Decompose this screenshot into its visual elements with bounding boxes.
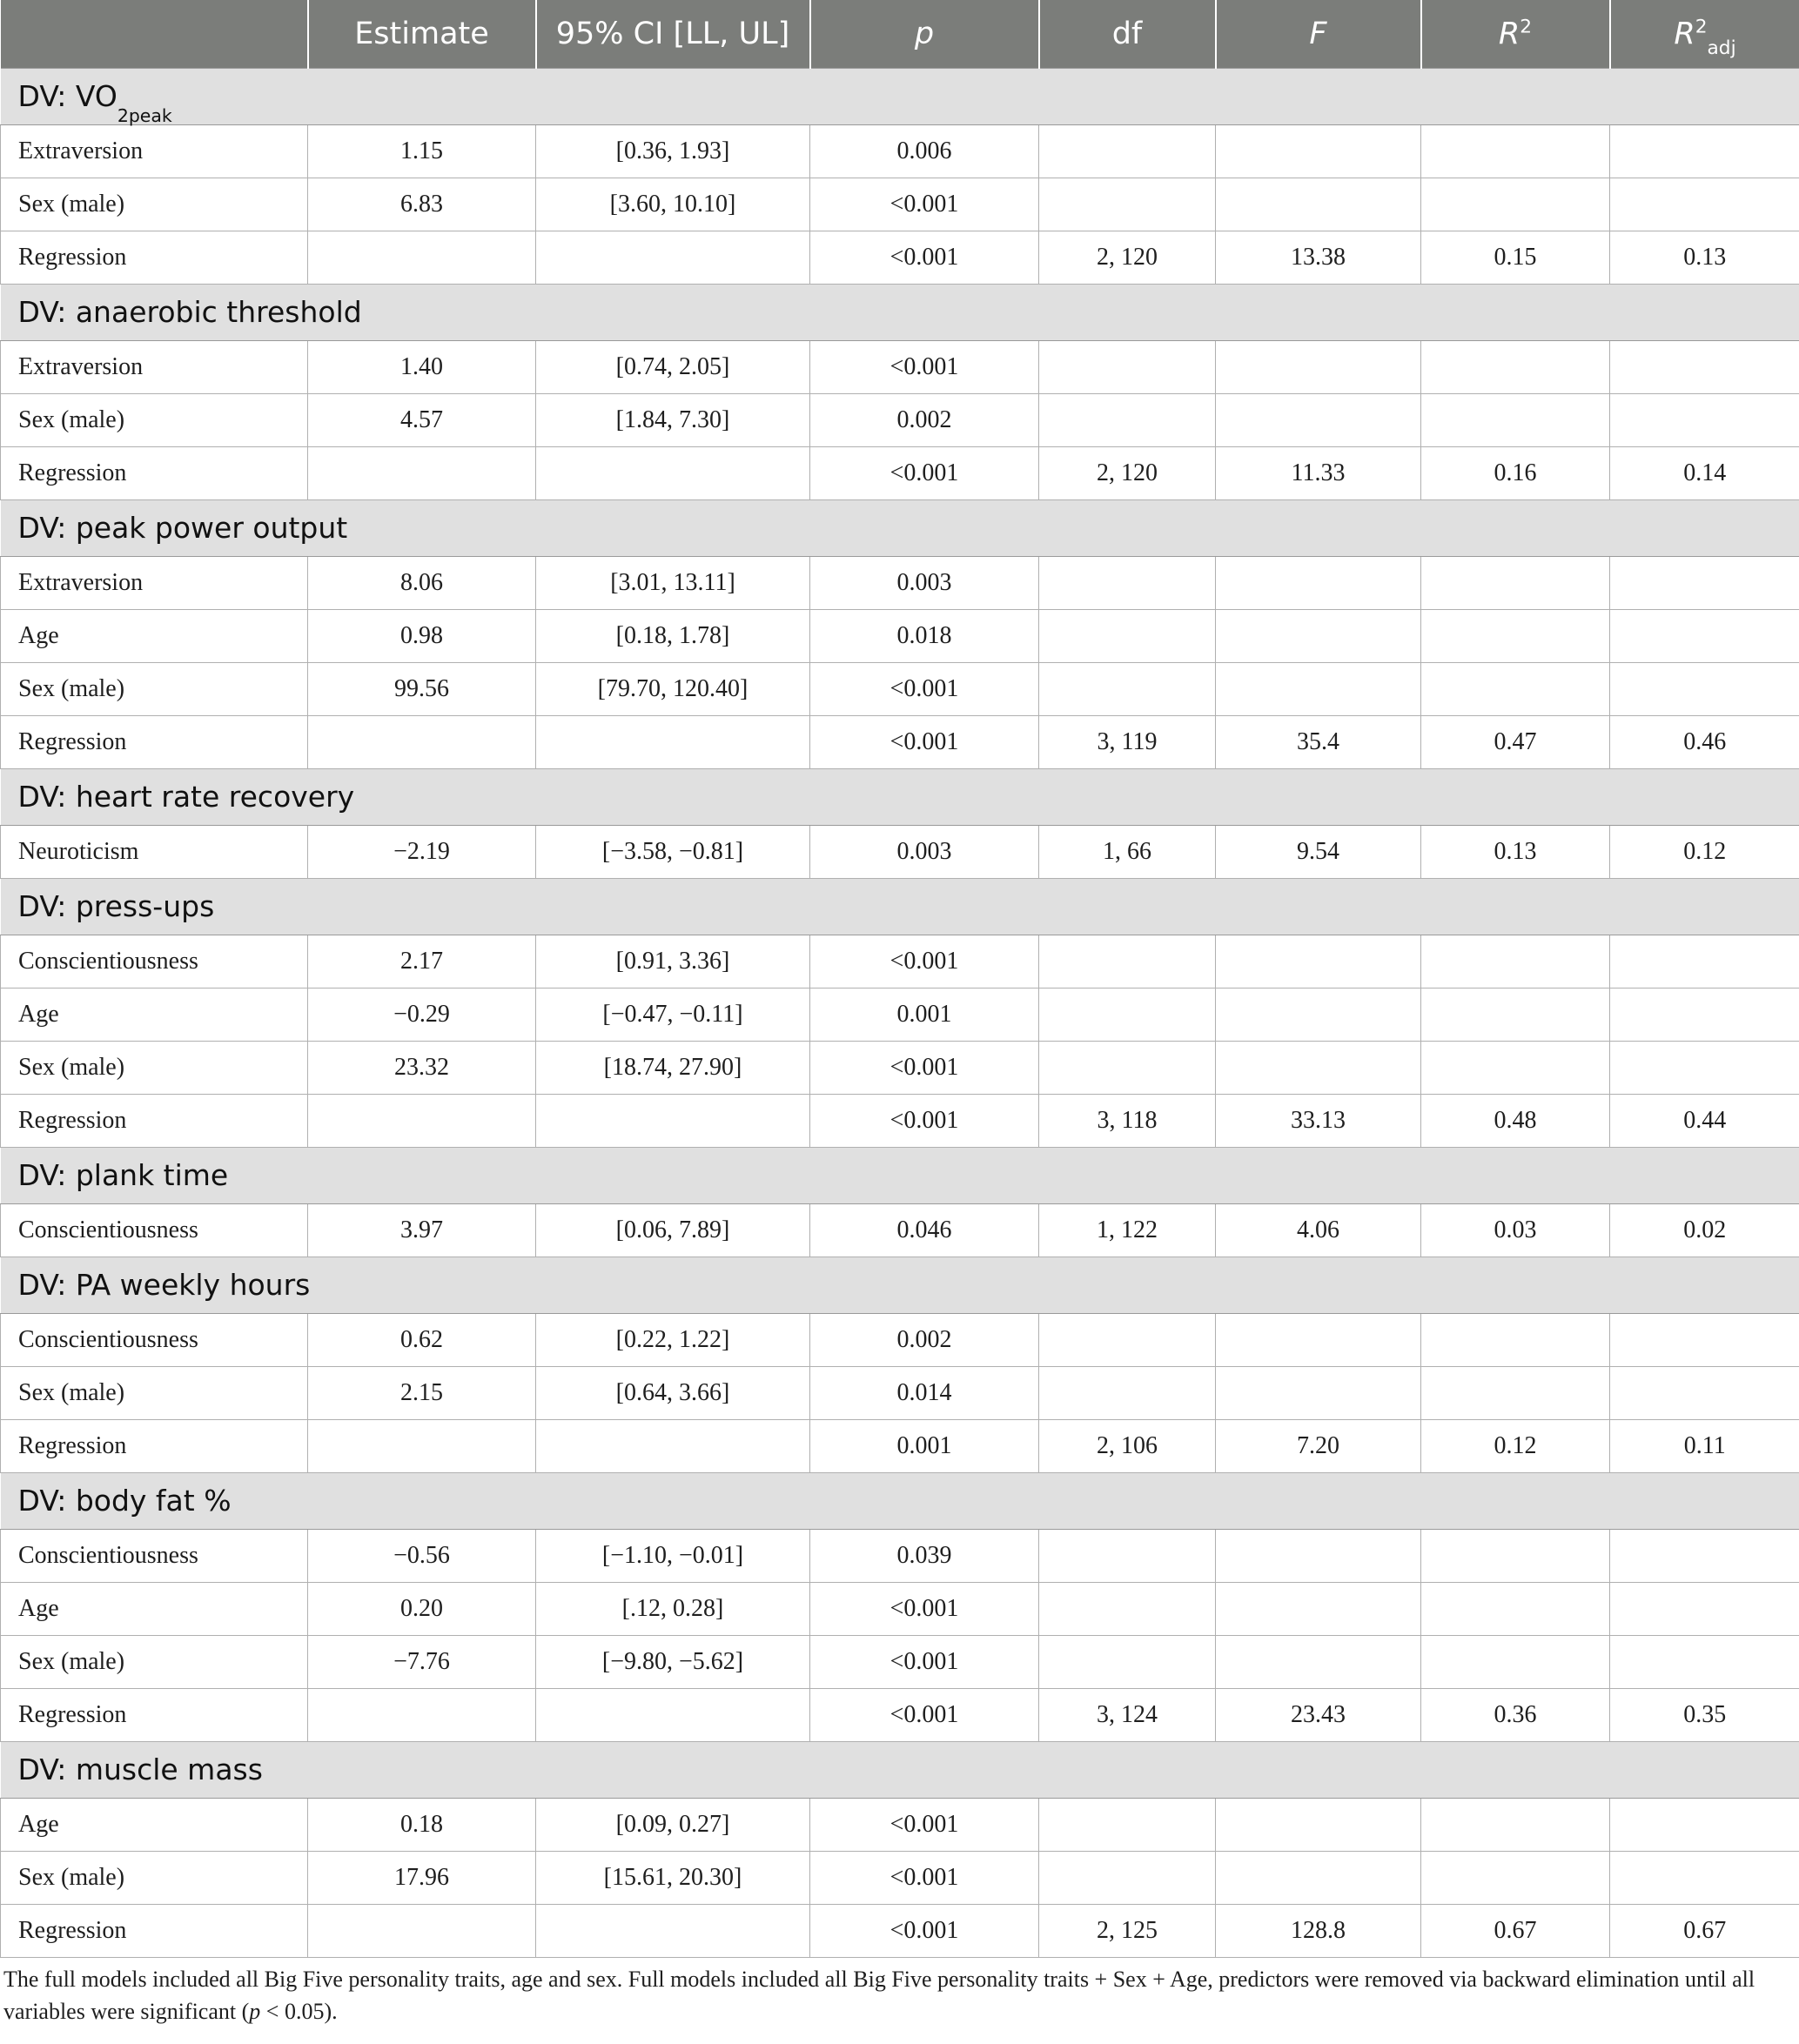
group-title-prefix: DV: (17, 1268, 76, 1302)
header-f-text: F (1309, 16, 1327, 51)
cell-r2adj (1610, 1582, 1799, 1635)
cell-r2adj: 0.35 (1610, 1688, 1799, 1741)
cell-f (1216, 609, 1421, 662)
cell-ci (536, 446, 810, 499)
footnote-text-after: < 0.05). (260, 1998, 338, 2024)
footnote-p-symbol: p (249, 1998, 261, 2024)
cell-r2adj (1610, 935, 1799, 988)
group-title-main: press-ups (75, 889, 215, 923)
cell-ci: [1.84, 7.30] (536, 393, 810, 446)
table-row (1, 1851, 1799, 1904)
cell-p: <0.001 (810, 935, 1039, 988)
cell-estimate: 3.97 (308, 1203, 536, 1257)
cell-p: 0.002 (810, 393, 1039, 446)
cell-ci (536, 1419, 810, 1472)
cell-estimate: 6.83 (308, 178, 536, 231)
cell-df (1039, 1366, 1216, 1419)
cell-p: 0.002 (810, 1313, 1039, 1366)
cell-ci: [0.64, 3.66] (536, 1366, 810, 1419)
cell-f (1216, 1529, 1421, 1582)
table-row (1, 662, 1799, 715)
cell-estimate: 4.57 (308, 393, 536, 446)
cell-r2: 0.12 (1421, 1419, 1610, 1472)
group-header-row (1, 1257, 1799, 1313)
cell-p: <0.001 (810, 340, 1039, 393)
cell-df (1039, 1529, 1216, 1582)
cell-r2 (1421, 178, 1610, 231)
group-title (1, 68, 1799, 124)
cell-df: 2, 120 (1039, 446, 1216, 499)
cell-df (1039, 988, 1216, 1041)
cell-r2 (1421, 1582, 1610, 1635)
header-r2adj-sub: adj (1707, 37, 1736, 59)
cell-ci: [0.22, 1.22] (536, 1313, 810, 1366)
cell-p: <0.001 (810, 1094, 1039, 1147)
cell-p: <0.001 (810, 662, 1039, 715)
cell-df (1039, 662, 1216, 715)
cell-r2: 0.03 (1421, 1203, 1610, 1257)
cell-predictor: Age (1, 1582, 308, 1635)
table-row (1, 715, 1799, 768)
cell-df (1039, 1313, 1216, 1366)
cell-df (1039, 1798, 1216, 1851)
group-title-prefix: DV: (17, 1158, 76, 1192)
header-p-text: p (914, 16, 935, 51)
cell-p: 0.046 (810, 1203, 1039, 1257)
cell-predictor: Sex (male) (1, 1635, 308, 1688)
cell-estimate (308, 1688, 536, 1741)
cell-predictor: Age (1, 609, 308, 662)
table-row (1, 178, 1799, 231)
group-title-main: PA weekly hours (75, 1268, 311, 1302)
table-row (1, 609, 1799, 662)
cell-f (1216, 1798, 1421, 1851)
cell-predictor: Conscientiousness (1, 1313, 308, 1366)
table-row (1, 1203, 1799, 1257)
cell-ci: [0.91, 3.36] (536, 935, 810, 988)
cell-r2adj (1610, 124, 1799, 178)
cell-df (1039, 1041, 1216, 1094)
table-row (1, 124, 1799, 178)
cell-df: 3, 119 (1039, 715, 1216, 768)
cell-estimate: 0.18 (308, 1798, 536, 1851)
cell-f (1216, 1635, 1421, 1688)
header-r2-sup: 2 (1520, 16, 1533, 38)
cell-r2 (1421, 1529, 1610, 1582)
cell-predictor: Regression (1, 715, 308, 768)
cell-p: <0.001 (810, 1851, 1039, 1904)
cell-estimate (308, 446, 536, 499)
cell-r2: 0.13 (1421, 825, 1610, 878)
group-header-row (1, 1741, 1799, 1798)
cell-ci: [3.60, 10.10] (536, 178, 810, 231)
table-row (1, 556, 1799, 609)
cell-r2 (1421, 124, 1610, 178)
cell-r2adj (1610, 609, 1799, 662)
group-title-main: body fat % (75, 1484, 232, 1518)
cell-ci: [0.36, 1.93] (536, 124, 810, 178)
cell-r2adj: 0.12 (1610, 825, 1799, 878)
cell-r2adj (1610, 988, 1799, 1041)
header-p (810, 0, 1039, 68)
cell-p: 0.003 (810, 825, 1039, 878)
cell-ci: [79.70, 120.40] (536, 662, 810, 715)
cell-r2: 0.16 (1421, 446, 1610, 499)
cell-f: 4.06 (1216, 1203, 1421, 1257)
cell-ci: [−0.47, −0.11] (536, 988, 810, 1041)
cell-p: 0.003 (810, 556, 1039, 609)
cell-p: <0.001 (810, 715, 1039, 768)
cell-p: 0.018 (810, 609, 1039, 662)
group-title-main: VO (75, 79, 117, 113)
cell-r2 (1421, 393, 1610, 446)
cell-df (1039, 340, 1216, 393)
cell-f (1216, 340, 1421, 393)
table-row (1, 340, 1799, 393)
group-title-main: heart rate recovery (75, 780, 355, 814)
header-f (1216, 0, 1421, 68)
cell-p: <0.001 (810, 178, 1039, 231)
cell-df: 2, 106 (1039, 1419, 1216, 1472)
cell-df: 2, 125 (1039, 1904, 1216, 1957)
table-row (1, 988, 1799, 1041)
group-title (1, 768, 1799, 825)
cell-predictor: Age (1, 1798, 308, 1851)
cell-r2adj (1610, 1798, 1799, 1851)
cell-df (1039, 609, 1216, 662)
cell-f (1216, 988, 1421, 1041)
cell-f (1216, 1313, 1421, 1366)
cell-df: 3, 124 (1039, 1688, 1216, 1741)
group-title (1, 499, 1799, 556)
cell-predictor: Conscientiousness (1, 1529, 308, 1582)
cell-estimate: −0.56 (308, 1529, 536, 1582)
cell-f (1216, 662, 1421, 715)
cell-df: 1, 122 (1039, 1203, 1216, 1257)
cell-ci: [−1.10, −0.01] (536, 1529, 810, 1582)
cell-f (1216, 124, 1421, 178)
cell-r2 (1421, 1041, 1610, 1094)
cell-predictor: Sex (male) (1, 178, 308, 231)
group-title (1, 1741, 1799, 1798)
footnote-text-before: The full models included all Big Five personality traits, age and sex. Full models included all Big Five personality traits + Sex + Age, predictors were removed via backward elimination until all variables were significant ( (3, 1966, 1755, 2024)
group-header-row (1, 878, 1799, 935)
cell-f (1216, 1851, 1421, 1904)
cell-df (1039, 124, 1216, 178)
cell-predictor: Regression (1, 1094, 308, 1147)
header-row (1, 0, 1799, 68)
cell-ci (536, 1904, 810, 1957)
cell-r2adj: 0.46 (1610, 715, 1799, 768)
table-row (1, 1041, 1799, 1094)
cell-r2 (1421, 1798, 1610, 1851)
table-row (1, 1366, 1799, 1419)
group-title (1, 878, 1799, 935)
cell-p: <0.001 (810, 1798, 1039, 1851)
cell-r2adj (1610, 556, 1799, 609)
cell-p: <0.001 (810, 1635, 1039, 1688)
cell-predictor: Sex (male) (1, 1366, 308, 1419)
table-row (1, 1313, 1799, 1366)
cell-estimate (308, 1094, 536, 1147)
cell-estimate: 0.20 (308, 1582, 536, 1635)
cell-estimate (308, 1419, 536, 1472)
header-df: df (1039, 0, 1216, 68)
cell-df (1039, 556, 1216, 609)
cell-estimate: −7.76 (308, 1635, 536, 1688)
group-title (1, 1472, 1799, 1529)
cell-ci (536, 1688, 810, 1741)
group-title-prefix: DV: (17, 780, 76, 814)
cell-ci: [0.06, 7.89] (536, 1203, 810, 1257)
cell-estimate: 99.56 (308, 662, 536, 715)
cell-r2adj: 0.14 (1610, 446, 1799, 499)
table-body (1, 68, 1799, 1957)
group-header-row (1, 499, 1799, 556)
cell-f: 11.33 (1216, 446, 1421, 499)
cell-p: 0.001 (810, 988, 1039, 1041)
cell-estimate: −2.19 (308, 825, 536, 878)
cell-estimate: 1.40 (308, 340, 536, 393)
cell-estimate (308, 715, 536, 768)
table-row (1, 935, 1799, 988)
table-header (1, 0, 1799, 68)
cell-r2 (1421, 662, 1610, 715)
cell-predictor: Sex (male) (1, 393, 308, 446)
header-r2-adj (1610, 0, 1799, 68)
table-row (1, 1635, 1799, 1688)
cell-r2 (1421, 556, 1610, 609)
cell-predictor: Conscientiousness (1, 935, 308, 988)
cell-r2adj: 0.67 (1610, 1904, 1799, 1957)
cell-r2 (1421, 1366, 1610, 1419)
group-title-sub: 2peak (117, 104, 172, 126)
group-title-prefix: DV: (17, 79, 76, 113)
cell-estimate: 17.96 (308, 1851, 536, 1904)
cell-p: <0.001 (810, 1582, 1039, 1635)
cell-p: 0.006 (810, 124, 1039, 178)
cell-f: 9.54 (1216, 825, 1421, 878)
cell-df (1039, 393, 1216, 446)
table-row (1, 1094, 1799, 1147)
cell-estimate: 23.32 (308, 1041, 536, 1094)
group-title-main: muscle mass (75, 1752, 263, 1786)
cell-predictor: Sex (male) (1, 662, 308, 715)
cell-ci (536, 231, 810, 284)
cell-r2: 0.36 (1421, 1688, 1610, 1741)
group-header-row (1, 68, 1799, 124)
table-row (1, 1582, 1799, 1635)
group-title-main: peak power output (75, 511, 348, 545)
header-r2 (1421, 0, 1610, 68)
cell-p: <0.001 (810, 446, 1039, 499)
table-row (1, 825, 1799, 878)
cell-f (1216, 1041, 1421, 1094)
cell-predictor: Neuroticism (1, 825, 308, 878)
cell-ci: [0.18, 1.78] (536, 609, 810, 662)
group-header-row (1, 1147, 1799, 1203)
cell-df (1039, 935, 1216, 988)
cell-p: 0.039 (810, 1529, 1039, 1582)
group-title-prefix: DV: (17, 511, 76, 545)
cell-df (1039, 1851, 1216, 1904)
cell-r2adj (1610, 1851, 1799, 1904)
cell-f: 128.8 (1216, 1904, 1421, 1957)
cell-r2adj (1610, 1313, 1799, 1366)
cell-r2: 0.15 (1421, 231, 1610, 284)
cell-r2adj: 0.02 (1610, 1203, 1799, 1257)
cell-predictor: Regression (1, 1688, 308, 1741)
cell-estimate (308, 1904, 536, 1957)
cell-df (1039, 1635, 1216, 1688)
cell-predictor: Sex (male) (1, 1851, 308, 1904)
cell-r2 (1421, 1635, 1610, 1688)
cell-p: <0.001 (810, 1041, 1039, 1094)
cell-p: <0.001 (810, 1688, 1039, 1741)
cell-estimate (308, 231, 536, 284)
cell-predictor: Age (1, 988, 308, 1041)
cell-r2adj: 0.13 (1610, 231, 1799, 284)
table-row (1, 1419, 1799, 1472)
group-title (1, 1257, 1799, 1313)
cell-r2adj (1610, 178, 1799, 231)
table-row (1, 1798, 1799, 1851)
cell-r2adj (1610, 340, 1799, 393)
cell-predictor: Regression (1, 231, 308, 284)
cell-ci: [18.74, 27.90] (536, 1041, 810, 1094)
cell-f (1216, 935, 1421, 988)
cell-f (1216, 178, 1421, 231)
cell-r2adj: 0.44 (1610, 1094, 1799, 1147)
cell-ci (536, 1094, 810, 1147)
cell-df: 2, 120 (1039, 231, 1216, 284)
group-title (1, 1147, 1799, 1203)
header-estimate: Estimate (308, 0, 536, 68)
group-title-main: plank time (75, 1158, 229, 1192)
group-title-prefix: DV: (17, 1484, 76, 1518)
cell-ci (536, 715, 810, 768)
table-row (1, 393, 1799, 446)
cell-ci: [−3.58, −0.81] (536, 825, 810, 878)
cell-predictor: Sex (male) (1, 1041, 308, 1094)
cell-df (1039, 1582, 1216, 1635)
header-r2adj-base: R (1674, 16, 1695, 51)
cell-ci: [0.74, 2.05] (536, 340, 810, 393)
cell-estimate: 0.98 (308, 609, 536, 662)
header-ci: 95% CI [LL, UL] (536, 0, 810, 68)
group-title-prefix: DV: (17, 1752, 76, 1786)
cell-r2 (1421, 1851, 1610, 1904)
cell-r2 (1421, 340, 1610, 393)
header-predictor (1, 0, 308, 68)
table-footnote (0, 1958, 1797, 2027)
cell-r2adj: 0.11 (1610, 1419, 1799, 1472)
cell-f (1216, 556, 1421, 609)
cell-f: 35.4 (1216, 715, 1421, 768)
cell-ci: [15.61, 20.30] (536, 1851, 810, 1904)
cell-p: <0.001 (810, 231, 1039, 284)
cell-predictor: Extraversion (1, 340, 308, 393)
table-row (1, 1904, 1799, 1957)
cell-r2 (1421, 609, 1610, 662)
cell-estimate: 2.17 (308, 935, 536, 988)
cell-r2: 0.47 (1421, 715, 1610, 768)
cell-r2adj (1610, 662, 1799, 715)
table-row (1, 1688, 1799, 1741)
cell-ci: [0.09, 0.27] (536, 1798, 810, 1851)
cell-predictor: Regression (1, 446, 308, 499)
cell-r2adj (1610, 1635, 1799, 1688)
cell-r2 (1421, 935, 1610, 988)
cell-r2adj (1610, 1529, 1799, 1582)
cell-r2 (1421, 988, 1610, 1041)
table-row (1, 231, 1799, 284)
cell-predictor: Regression (1, 1904, 308, 1957)
table-row (1, 446, 1799, 499)
cell-f: 23.43 (1216, 1688, 1421, 1741)
header-r2-base: R (1498, 16, 1520, 51)
cell-df: 1, 66 (1039, 825, 1216, 878)
header-r2adj-sup: 2 (1695, 16, 1708, 38)
cell-predictor: Extraversion (1, 556, 308, 609)
cell-r2: 0.48 (1421, 1094, 1610, 1147)
cell-predictor: Extraversion (1, 124, 308, 178)
cell-r2adj (1610, 393, 1799, 446)
cell-p: <0.001 (810, 1904, 1039, 1957)
cell-f (1216, 393, 1421, 446)
group-title-prefix: DV: (17, 295, 76, 329)
group-header-row (1, 284, 1799, 340)
cell-ci: [−9.80, −5.62] (536, 1635, 810, 1688)
cell-f: 13.38 (1216, 231, 1421, 284)
cell-ci: [3.01, 13.11] (536, 556, 810, 609)
table-row (1, 1529, 1799, 1582)
cell-df: 3, 118 (1039, 1094, 1216, 1147)
cell-f (1216, 1366, 1421, 1419)
group-header-row (1, 1472, 1799, 1529)
cell-r2: 0.67 (1421, 1904, 1610, 1957)
cell-ci: [.12, 0.28] (536, 1582, 810, 1635)
cell-predictor: Conscientiousness (1, 1203, 308, 1257)
cell-r2adj (1610, 1366, 1799, 1419)
cell-r2 (1421, 1313, 1610, 1366)
cell-estimate: 1.15 (308, 124, 536, 178)
cell-p: 0.014 (810, 1366, 1039, 1419)
cell-estimate: 8.06 (308, 556, 536, 609)
cell-predictor: Regression (1, 1419, 308, 1472)
cell-df (1039, 178, 1216, 231)
cell-f: 33.13 (1216, 1094, 1421, 1147)
cell-estimate: 2.15 (308, 1366, 536, 1419)
cell-f: 7.20 (1216, 1419, 1421, 1472)
cell-p: 0.001 (810, 1419, 1039, 1472)
cell-f (1216, 1582, 1421, 1635)
group-title (1, 284, 1799, 340)
cell-estimate: 0.62 (308, 1313, 536, 1366)
group-title-prefix: DV: (17, 889, 76, 923)
cell-estimate: −0.29 (308, 988, 536, 1041)
group-title-main: anaerobic threshold (75, 295, 362, 329)
group-header-row (1, 768, 1799, 825)
cell-r2adj (1610, 1041, 1799, 1094)
